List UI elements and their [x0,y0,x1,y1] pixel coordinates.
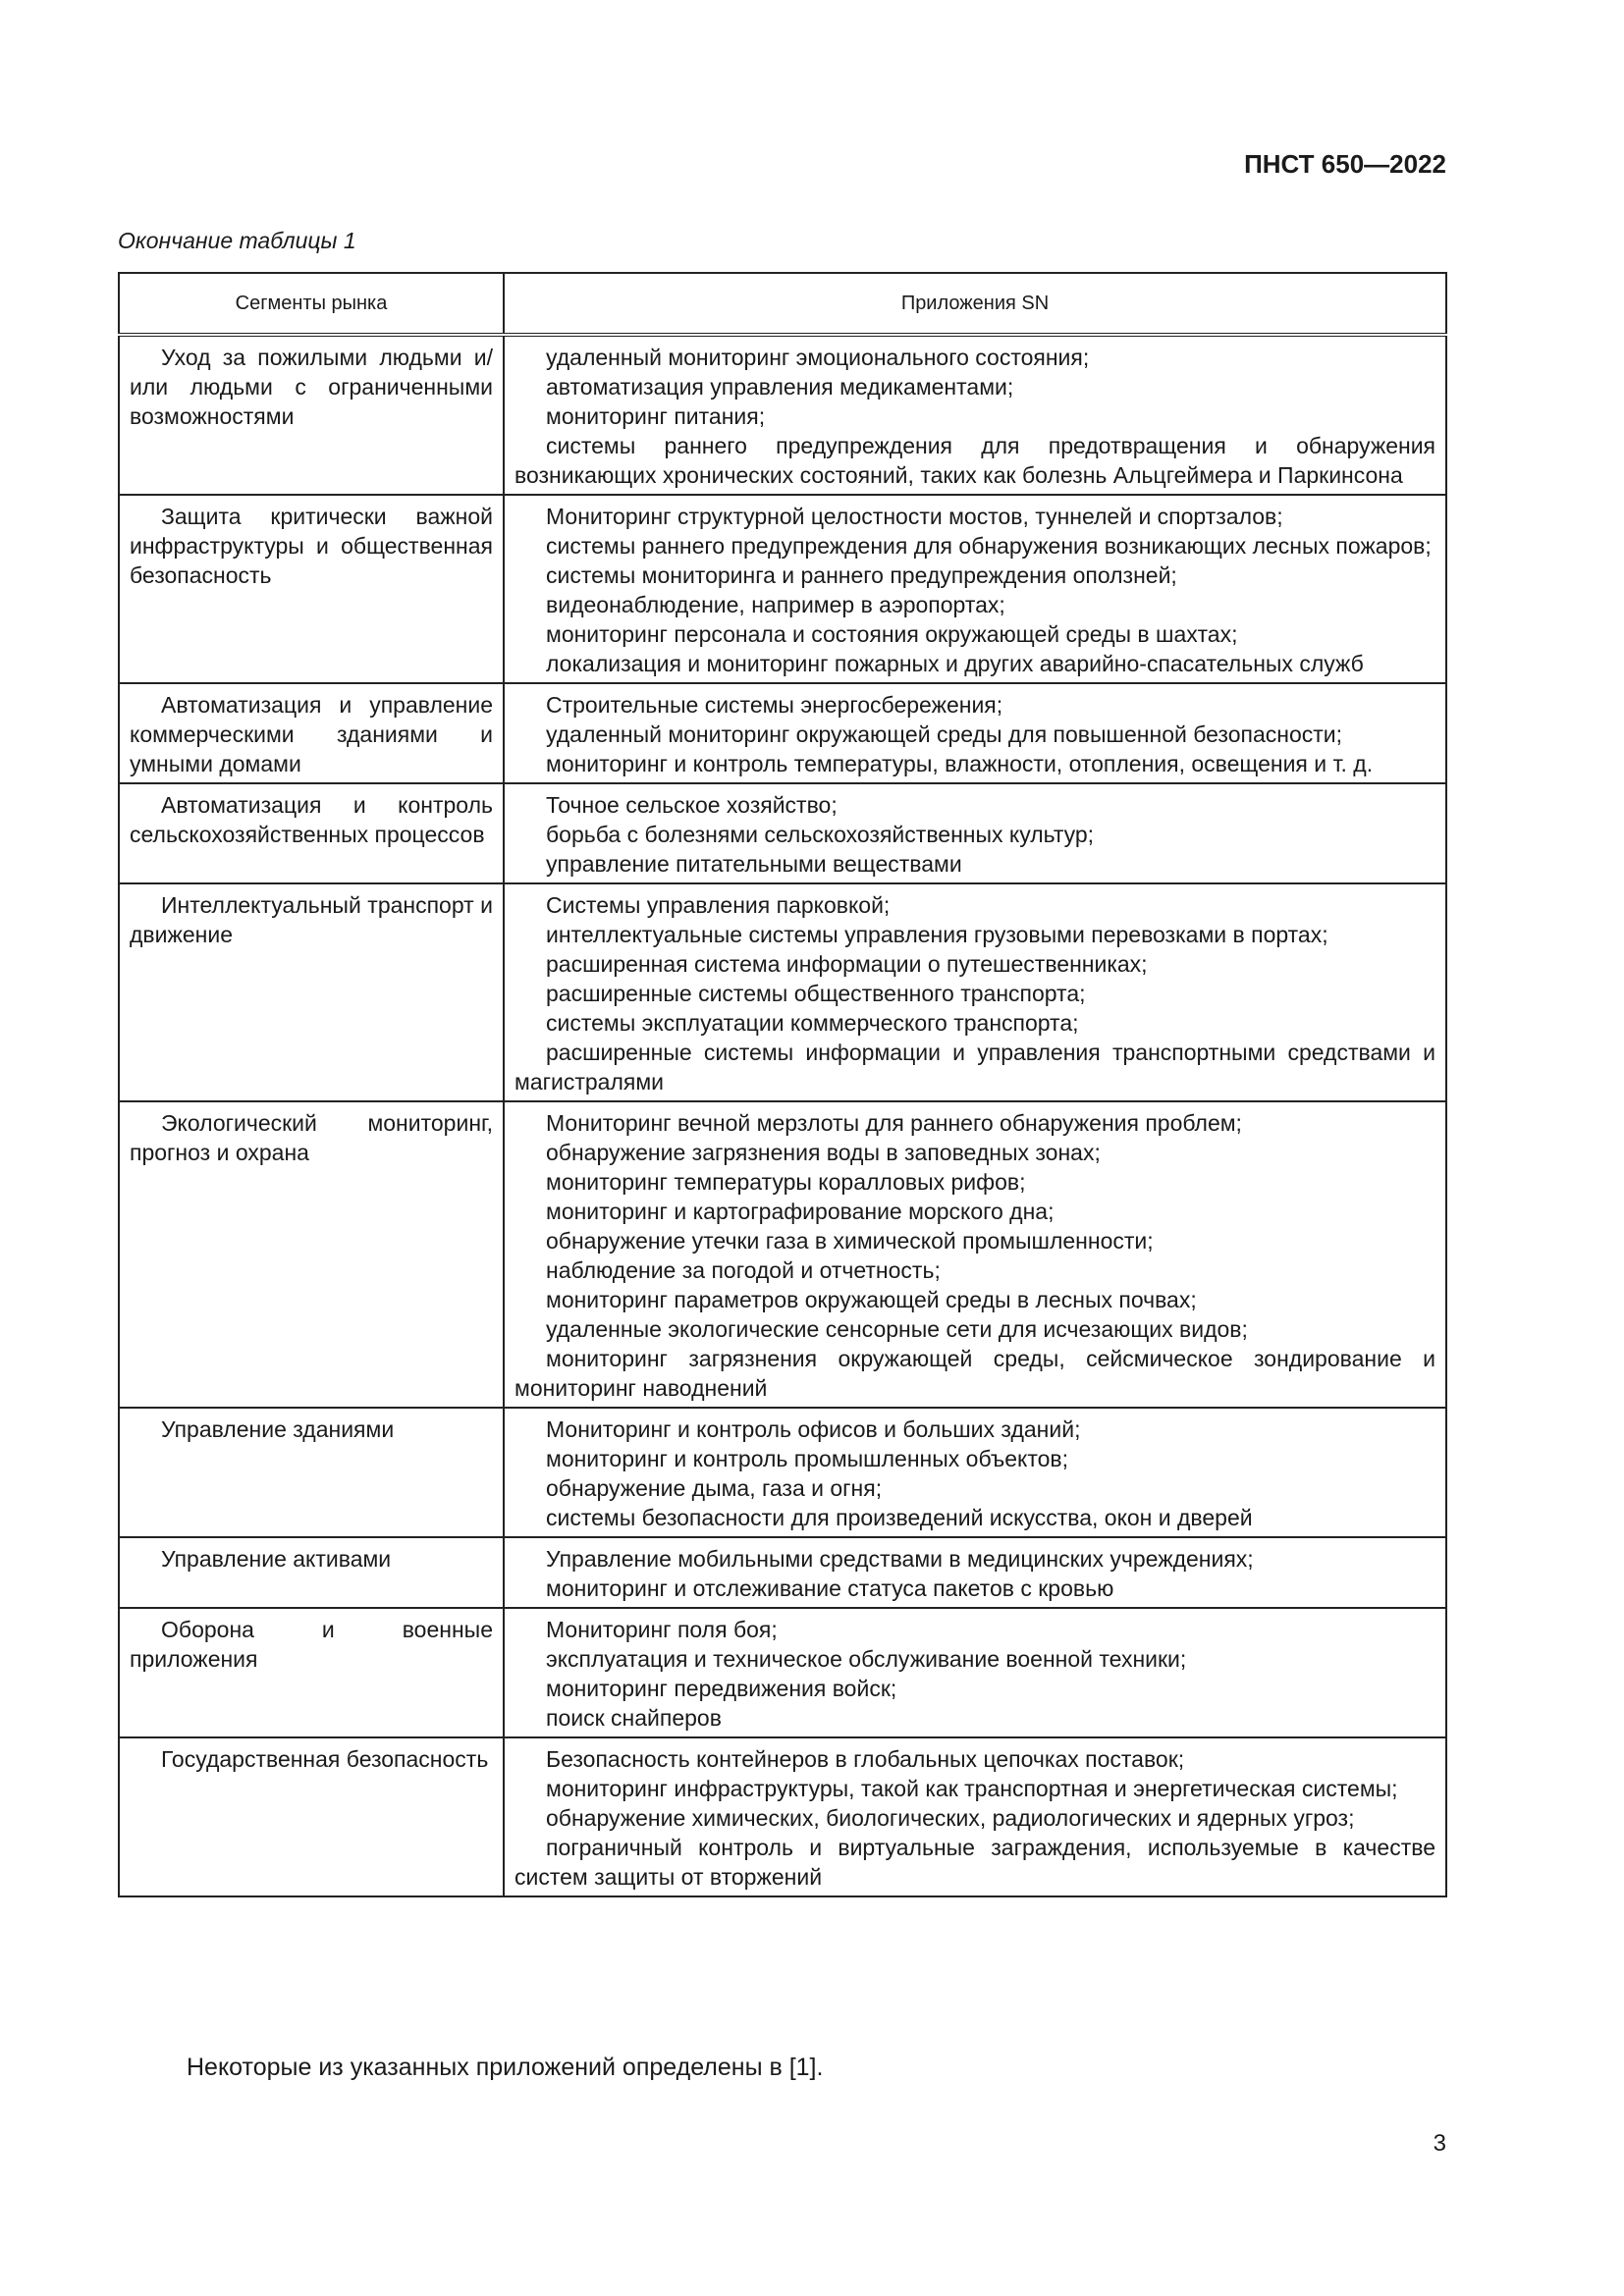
applications-cell [504,495,1446,683]
segment-text: Управление активами [161,1546,392,1572]
segment-text: Автоматизация и управление коммерческими зданиями и умными домами [130,692,493,776]
application-item: локализация и мониторинг пожарных и других аварийно-спасательных служб [546,651,1364,676]
application-item: расширенные системы информации и управления транспортными средствами и магистралями [514,1040,1435,1095]
segment-text: Защита критически важной инфраструктуры и общественная безопасность [130,504,493,588]
application-item: мониторинг передвижения войск; [546,1676,897,1701]
application-item: обнаружение загрязнения воды в заповедных зонах; [546,1140,1101,1165]
application-item: автоматизация управления медикаментами; [546,374,1014,400]
header-applications: Приложения SN [504,273,1446,335]
table-row [119,683,1446,783]
table-row [119,495,1446,683]
segment-cell [119,1608,504,1737]
table-body [119,335,1446,1896]
application-item: управление питательными веществами [546,851,962,877]
application-item: мониторинг температуры коралловых рифов; [546,1169,1026,1195]
application-item: системы раннего предупреждения для обнаружения возникающих лесных пожаров; [546,533,1432,559]
segment-cell [119,335,504,495]
applications-cell [504,335,1446,495]
application-item: удаленные экологические сенсорные сети для исчезающих видов; [546,1316,1248,1342]
header-segments: Сегменты рынка [119,273,504,335]
applications-table [118,272,1447,1897]
table-header-row [119,273,1446,335]
application-item: наблюдение за погодой и отчетность; [546,1257,941,1283]
application-item: системы раннего предупреждения для предотвращения и обнаружения возникающих хронических состояний, таких как болезнь Альцгеймера и Паркинсона [514,433,1435,488]
application-item: Мониторинг структурной целостности мостов, туннелей и спортзалов; [546,504,1283,529]
applications-cell [504,1408,1446,1537]
segment-cell [119,783,504,883]
application-item: удаленный мониторинг эмоционального состояния; [546,345,1090,370]
table-row [119,883,1446,1101]
application-item: пограничный контроль и виртуальные заграждения, используемые в качестве систем защиты от вторжений [514,1835,1435,1890]
segment-text: Управление зданиями [161,1416,395,1442]
application-item: Системы управления парковкой; [546,892,891,918]
application-item: Точное сельское хозяйство; [546,792,838,818]
application-item: мониторинг и контроль температуры, влажности, отопления, освещения и т. д. [546,751,1374,776]
segment-text: Оборона и военные приложения [130,1617,493,1672]
table-caption: Окончание таблицы 1 [118,228,356,253]
application-item: Мониторинг и контроль офисов и больших зданий; [546,1416,1081,1442]
application-item: интеллектуальные системы управления грузовыми перевозками в портах; [546,922,1328,947]
footnote-text: Некоторые из указанных приложений определены в [1]. [187,2054,824,2081]
segment-text: Уход за пожилыми людьми и/или людьми с ограниченными возможностями [130,345,493,429]
applications-cell [504,883,1446,1101]
table-row [119,1537,1446,1608]
page-number: 3 [1433,2130,1446,2157]
segment-cell [119,1537,504,1608]
application-item: расширенные системы общественного транспорта; [546,981,1086,1006]
application-item: видеонаблюдение, например в аэропортах; [546,592,1005,617]
application-item: обнаружение дыма, газа и огня; [546,1475,883,1501]
application-item: борьба с болезнями сельскохозяйственных культур; [546,822,1095,847]
application-item: мониторинг питания; [546,403,766,429]
applications-cell [504,1608,1446,1737]
applications-cell [504,1101,1446,1408]
document-code: ПНСТ 650—2022 [1244,149,1446,179]
application-item: системы мониторинга и раннего предупреждения оползней; [546,562,1177,588]
segment-text: Экологический мониторинг, прогноз и охрана [130,1110,493,1165]
table-row [119,783,1446,883]
application-item: Мониторинг поля боя; [546,1617,778,1642]
segment-cell [119,1408,504,1537]
segment-text: Государственная безопасность [161,1746,489,1772]
application-item: мониторинг загрязнения окружающей среды, сейсмическое зондирование и мониторинг наводнений [514,1346,1435,1401]
application-item: расширенная система информации о путешественниках; [546,951,1148,977]
application-item: эксплуатация и техническое обслуживание военной техники; [546,1646,1187,1672]
application-item: Управление мобильными средствами в медицинских учреждениях; [546,1546,1254,1572]
table-row [119,1408,1446,1537]
application-item: обнаружение химических, биологических, радиологических и ядерных угроз; [546,1805,1355,1831]
table-row [119,1608,1446,1737]
application-item: Строительные системы энергосбережения; [546,692,1003,718]
application-item: мониторинг персонала и состояния окружающей среды в шахтах; [546,621,1238,647]
segment-cell [119,1737,504,1896]
applications-cell [504,683,1446,783]
applications-cell [504,783,1446,883]
application-item: системы эксплуатации коммерческого транспорта; [546,1010,1079,1036]
application-item: мониторинг и картографирование морского дна; [546,1199,1055,1224]
application-item: обнаружение утечки газа в химической промышленности; [546,1228,1154,1254]
application-item: поиск снайперов [546,1705,722,1731]
application-item: мониторинг и отслеживание статуса пакетов с кровью [546,1575,1114,1601]
table-row [119,1737,1446,1896]
application-item: Мониторинг вечной мерзлоты для раннего обнаружения проблем; [546,1110,1242,1136]
applications-cell [504,1737,1446,1896]
application-item: мониторинг и контроль промышленных объектов; [546,1446,1069,1471]
segment-cell [119,1101,504,1408]
application-item: удаленный мониторинг окружающей среды для повышенной безопасности; [546,721,1343,747]
segment-text: Интеллектуальный транспорт и движение [130,892,493,947]
segment-cell [119,495,504,683]
table-row [119,335,1446,495]
application-item: мониторинг инфраструктуры, такой как транспортная и энергетическая системы; [546,1776,1398,1801]
application-item: мониторинг параметров окружающей среды в лесных почвах; [546,1287,1197,1312]
application-item: Безопасность контейнеров в глобальных цепочках поставок; [546,1746,1185,1772]
segment-cell [119,683,504,783]
application-item: системы безопасности для произведений искусства, окон и дверей [546,1505,1253,1530]
table-row [119,1101,1446,1408]
segment-text: Автоматизация и контроль сельскохозяйственных процессов [130,792,493,847]
segment-cell [119,883,504,1101]
applications-cell [504,1537,1446,1608]
